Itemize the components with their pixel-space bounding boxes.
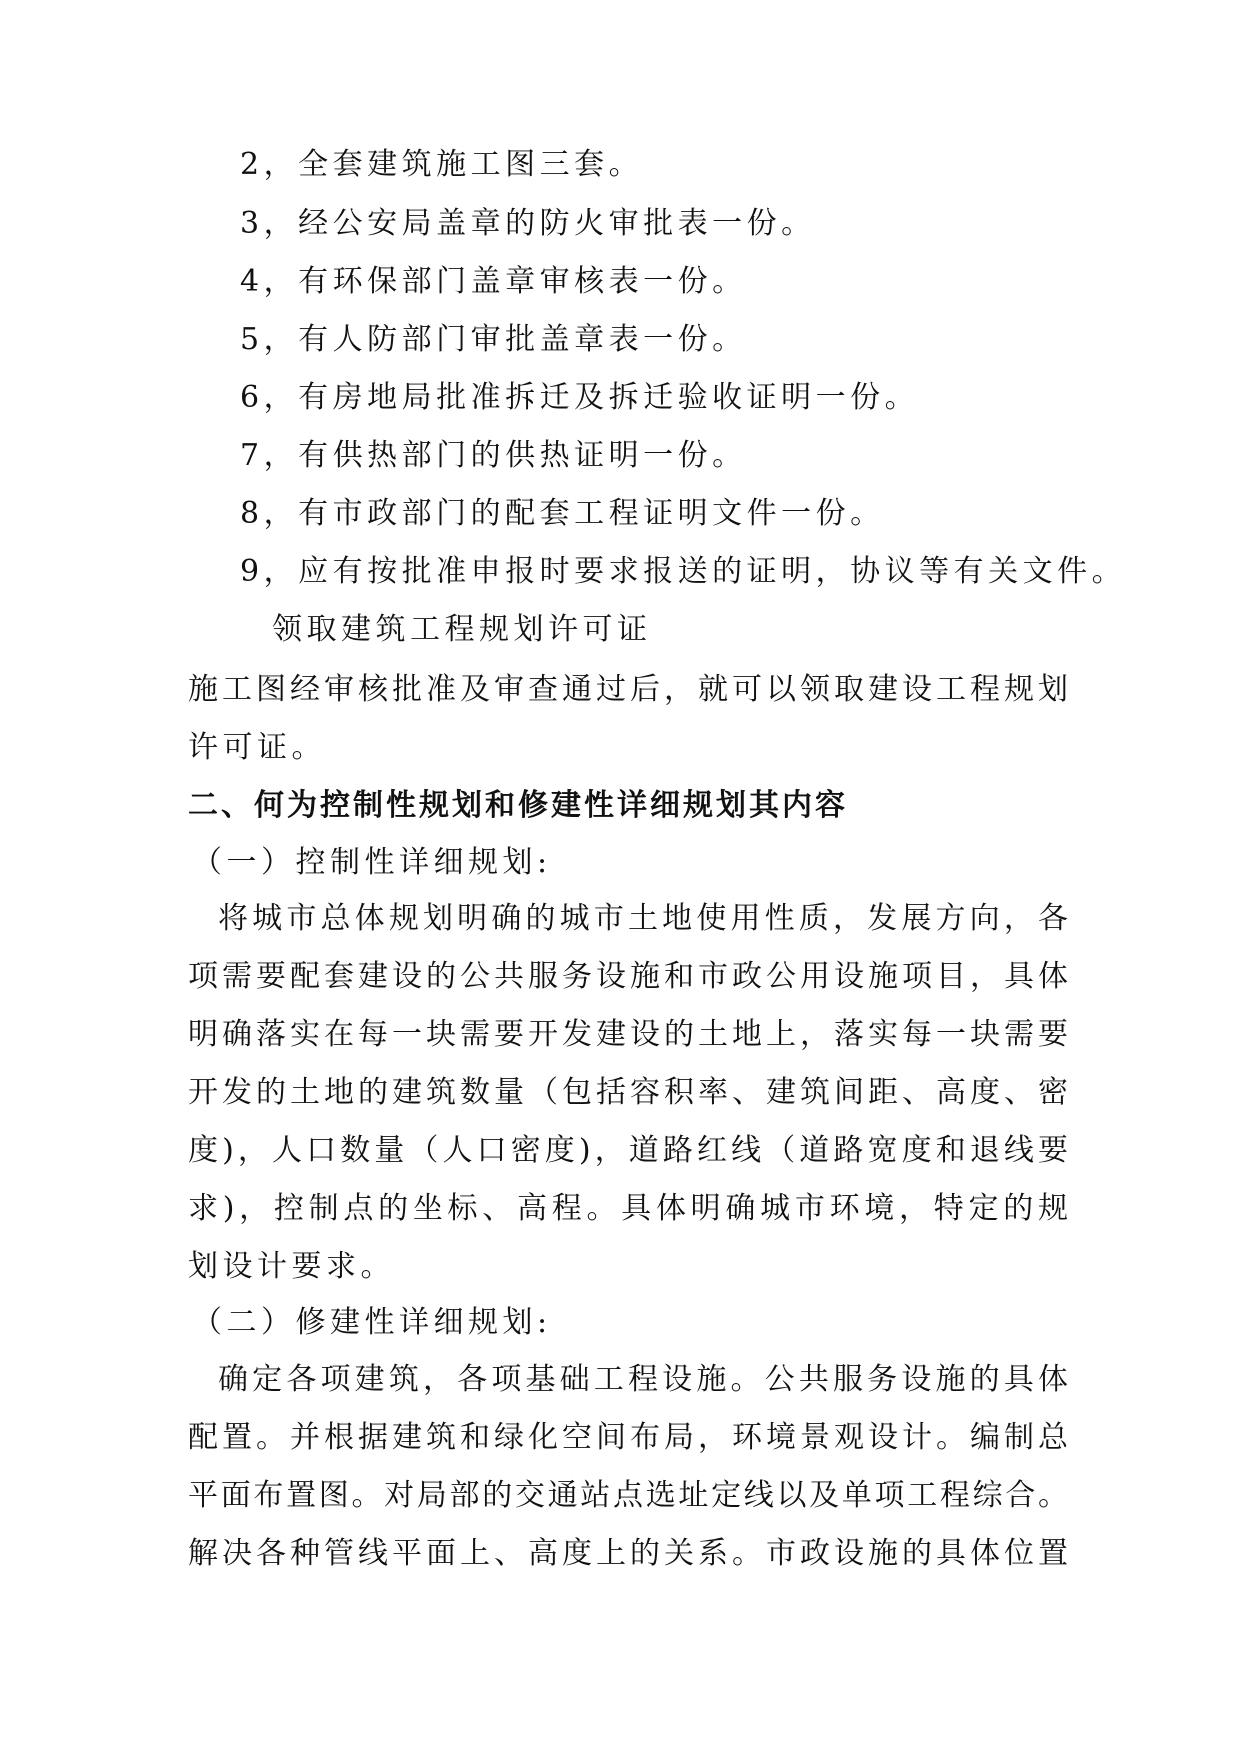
paragraph-line: 确定各项建筑，各项基础工程设施。公共服务设施的具体 [218, 1362, 1068, 1397]
paragraph-line: 划设计要求。 [188, 1249, 395, 1284]
list-item: 9，应有按批准申报时要求报送的证明，协议等有关文件。 [240, 554, 1127, 589]
list-item: 5，有人防部门审批盖章表一份。 [240, 322, 747, 357]
list-item: 4，有环保部门盖章审核表一份。 [240, 264, 747, 299]
paragraph-line: 开发的土地的建筑数量（包括容积率、建筑间距、高度、密 [188, 1075, 1068, 1110]
paragraph-line: 度)，人口数量（人口密度)，道路红线（道路宽度和退线要 [188, 1133, 1068, 1168]
paragraph-line: 求)，控制点的坐标、高程。具体明确城市环境，特定的规 [188, 1191, 1068, 1226]
paragraph-line: 项需要配套建设的公共服务设施和市政公用设施项目，具体 [188, 959, 1068, 994]
list-item: 2，全套建筑施工图三套。 [240, 147, 644, 182]
list-item: 6，有房地局批准拆迁及拆迁验收证明一份。 [240, 380, 920, 415]
subsection-heading: （一）控制性详细规划: [192, 845, 552, 880]
paragraph-line: 解决各种管线平面上、高度上的关系。市政设施的具体位置 [188, 1536, 1068, 1571]
paragraph-line: 配置。并根据建筑和绿化空间布局，环境景观设计。编制总 [188, 1420, 1068, 1455]
list-item: 3，经公安局盖章的防火审批表一份。 [240, 206, 816, 241]
list-item: 7，有供热部门的供热证明一份。 [240, 438, 747, 473]
list-item: 8，有市政部门的配套工程证明文件一份。 [240, 496, 885, 531]
paragraph-line: 明确落实在每一块需要开发建设的土地上，落实每一块需要 [188, 1017, 1068, 1052]
subsection-heading: （二）修建性详细规划: [192, 1305, 552, 1340]
permit-heading: 领取建筑工程规划许可证 [272, 612, 652, 647]
permit-text-line: 施工图经审核批准及审查通过后，就可以领取建设工程规划 [188, 672, 1068, 707]
paragraph-line: 将城市总体规划明确的城市土地使用性质，发展方向，各 [218, 901, 1068, 936]
paragraph-line: 平面布置图。对局部的交通站点选址定线以及单项工程综合。 [188, 1478, 1068, 1513]
permit-text-line: 许可证。 [188, 730, 326, 765]
section-title: 二、何为控制性规划和修建性详细规划其内容 [188, 788, 848, 823]
